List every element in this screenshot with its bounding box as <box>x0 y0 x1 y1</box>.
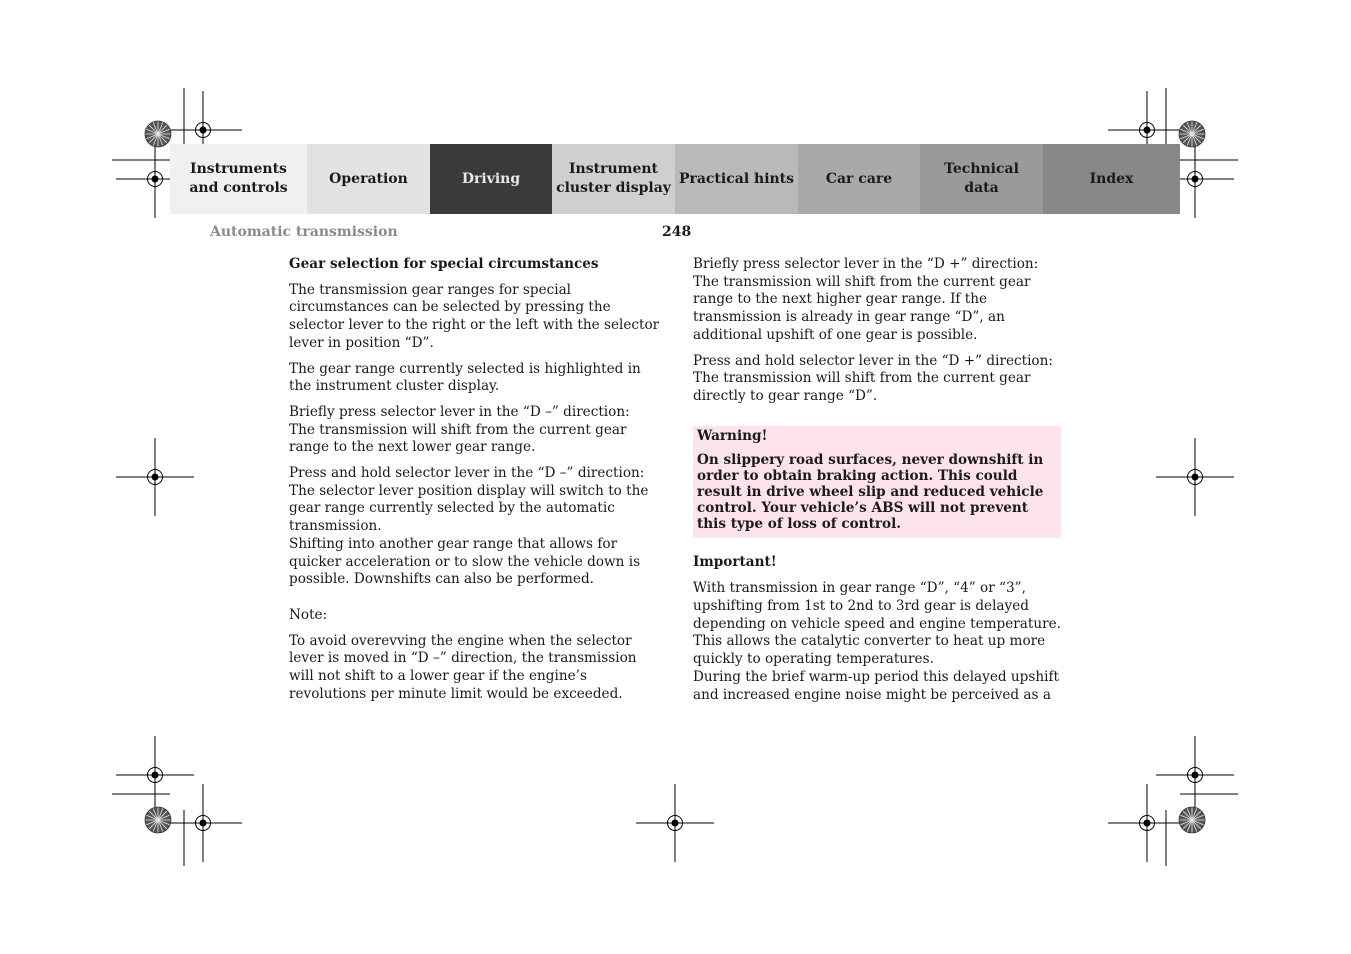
registration-mark <box>116 438 194 516</box>
tab-instruments-and-controls[interactable] <box>170 144 307 214</box>
color-wheel-mark <box>145 807 171 833</box>
warning-box <box>693 426 1061 538</box>
tab-instrument-cluster-display[interactable] <box>552 144 675 214</box>
color-wheel-mark <box>145 121 171 147</box>
section-heading: Gear selection for special circumstances <box>289 256 599 272</box>
warning-text: On slippery road surfaces, never downshift in order to obtain braking action. This could result in drive wheel slip and reduced vehicle control. Your vehicle’s ABS will not prevent this type of loss of control. <box>697 451 1044 532</box>
registration-mark <box>1108 784 1186 862</box>
warning-title: Warning! <box>697 427 768 444</box>
tab-technical-data[interactable] <box>920 144 1043 214</box>
tab-index[interactable] <box>1043 144 1180 214</box>
right-column <box>693 256 1061 712</box>
note-label: Note: <box>289 606 328 623</box>
tab-practical-hints[interactable] <box>675 144 798 214</box>
tab-label: Practical hints <box>678 170 795 187</box>
paragraph: Briefly press selector lever in the “D –” direction: The transmission will shift from the current gear range to the next lower gear range. <box>289 403 630 456</box>
registration-mark <box>1156 438 1234 516</box>
paragraph: The gear range currently selected is highlighted in the instrument cluster display. <box>289 360 641 395</box>
note-text: To avoid overevving the engine when the selector lever is moved in “D –” direction, the transmission will not shift to a lower gear if the engine’s revolutions per minute limit would be exceeded. <box>289 632 637 702</box>
important-text: With transmission in gear range “D”, “4” or “3”, upshifting from 1st to 2nd to 3rd gear is delayed depending on vehicle speed and engine temperature. This allows the catalytic converter to heat up more quickly to operating temperatures. During the brief warm-up period this delayed upshift and increased engine noise might be perceived as a <box>693 580 1061 703</box>
registration-mark <box>1156 736 1234 814</box>
tab-label: Technical data <box>944 161 1019 196</box>
paragraph: Briefly press selector lever in the “D +” direction: The transmission will shift from the current gear range to the next higher gear range. If the transmission is already in gear range “D”, an additional upshift of one gear is possible. <box>693 256 1039 343</box>
left-column <box>289 256 661 711</box>
paragraph: Press and hold selector lever in the “D –” direction: The selector lever position display will switch to the gear range currently selected by the automatic transmission. Shifting into another gear range that allows for quicker acceleration or to slow the vehicle down is possible. Downshifts can also be performed. <box>289 465 649 588</box>
section-title: Automatic transmission <box>210 224 398 240</box>
tab-label: Operation <box>329 170 408 187</box>
tab-label: Car care <box>825 170 893 187</box>
paragraph: Press and hold selector lever in the “D +” direction: The transmission will shift from the current gear directly to gear range “D”. <box>693 352 1053 404</box>
registration-mark <box>636 784 714 862</box>
chapter-tab-bar <box>170 144 1180 214</box>
registration-mark <box>116 736 194 814</box>
tab-label: Index <box>1089 170 1134 187</box>
tab-car-care[interactable] <box>798 144 920 214</box>
page-number: 248 <box>662 224 692 240</box>
tab-label: Instrument cluster display <box>556 161 671 196</box>
color-wheel-mark <box>1179 807 1205 833</box>
paragraph: The transmission gear ranges for special circumstances can be selected by pressing the selector lever to the right or the left with the selector lever in position “D”. <box>289 281 660 351</box>
tab-driving[interactable] <box>430 144 552 214</box>
important-label: Important! <box>693 553 777 570</box>
tab-operation[interactable] <box>307 144 430 214</box>
tab-label: Driving <box>461 170 521 187</box>
registration-mark <box>164 784 242 862</box>
tab-label: Instruments and controls <box>189 161 288 196</box>
color-wheel-mark <box>1179 121 1205 147</box>
